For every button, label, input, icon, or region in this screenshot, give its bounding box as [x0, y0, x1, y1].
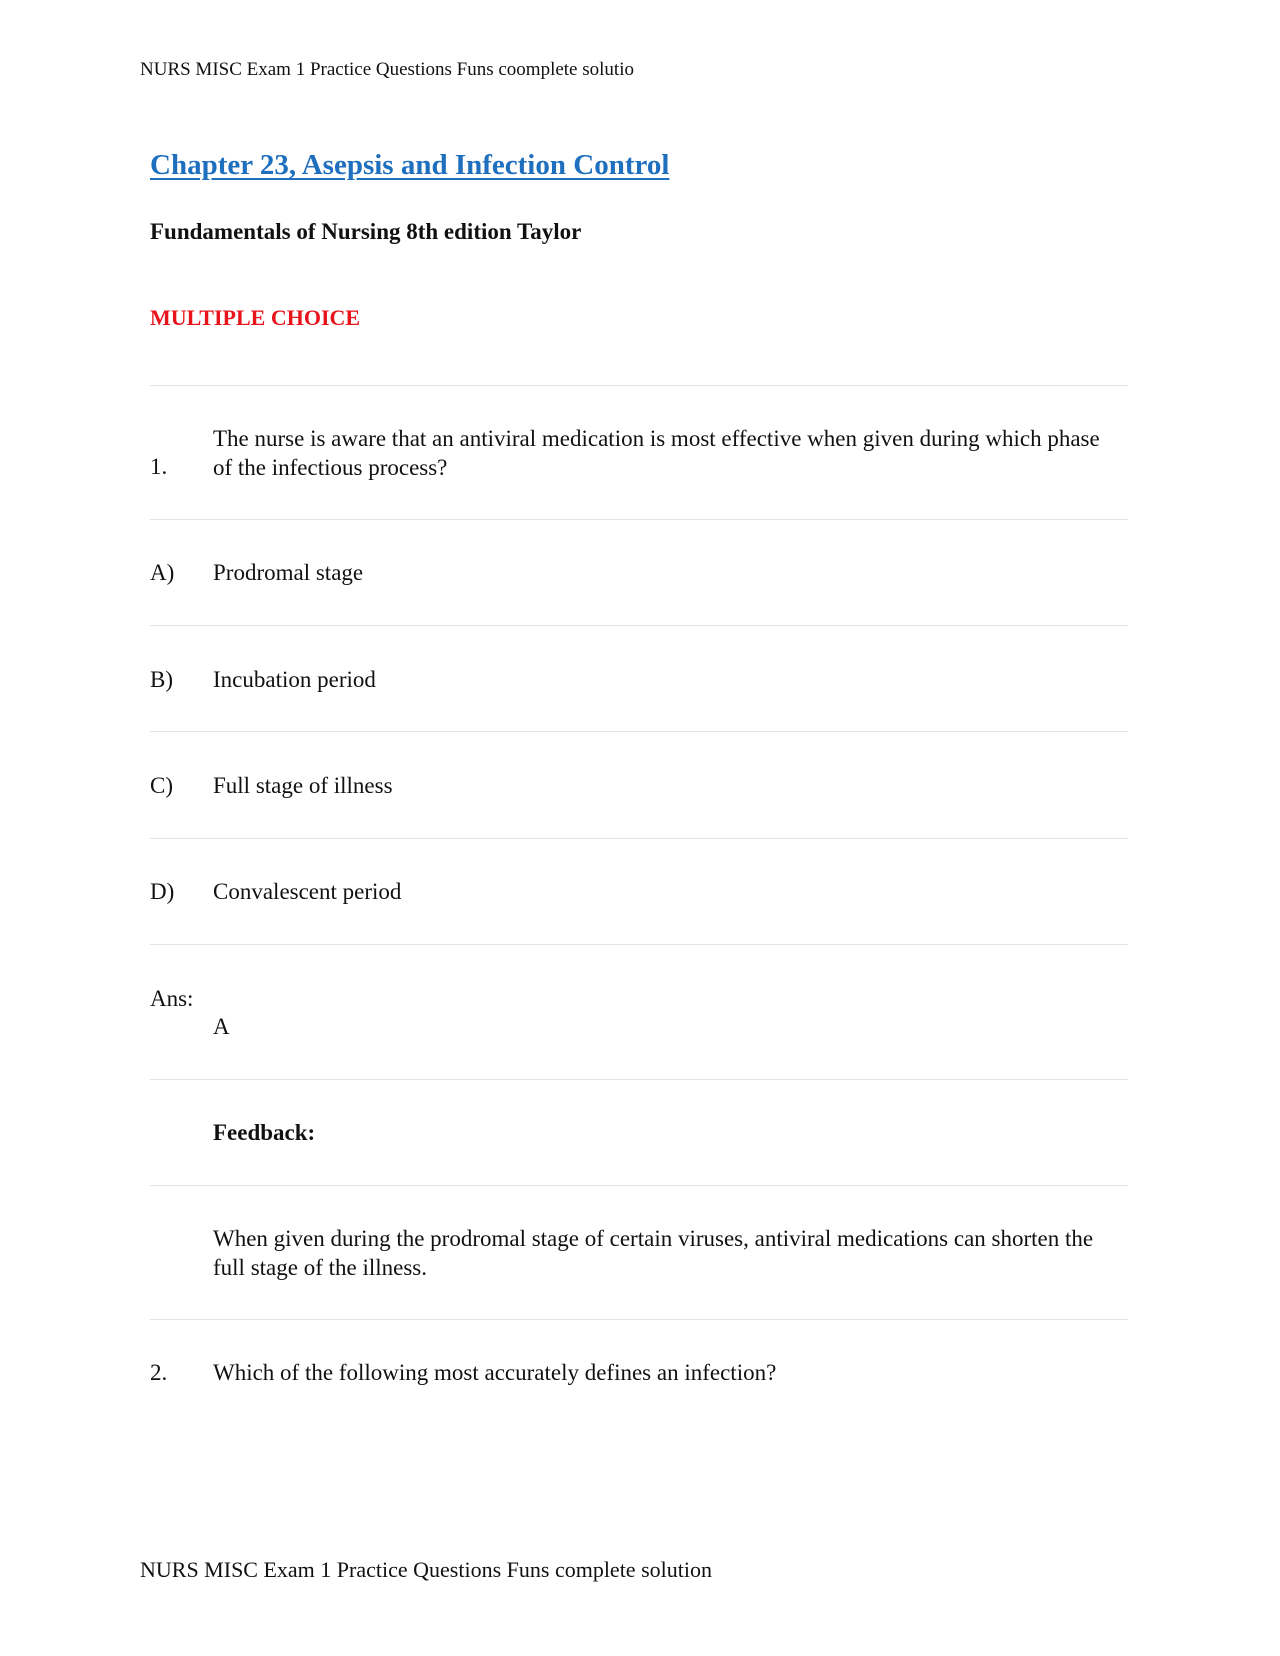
divider [150, 944, 1128, 945]
divider [150, 1319, 1128, 1320]
answer-value: A [213, 1014, 230, 1039]
option-text: Prodromal stage [213, 560, 364, 585]
option-text: Incubation period [213, 667, 376, 692]
option-label: B) [150, 667, 173, 692]
question-number: 1. [150, 454, 168, 479]
page-footer: NURS MISC Exam 1 Practice Questions Funs complete solution [140, 1557, 712, 1582]
divider [150, 1185, 1128, 1186]
answer-label: Ans: [150, 986, 194, 1011]
question-text: Which of the following most accurately defines an infection? [213, 1360, 777, 1385]
chapter-title-link[interactable]: Chapter 23, Asepsis and Infection Control [150, 149, 670, 181]
divider [150, 731, 1128, 732]
option-label: A) [150, 560, 175, 585]
book-title: Fundamentals of Nursing 8th edition Taylor [150, 219, 582, 244]
divider [150, 838, 1128, 839]
option-label: D) [150, 879, 175, 904]
page-header: NURS MISC Exam 1 Practice Questions Funs coomplete solutio [140, 59, 634, 80]
question-number: 2. [150, 1360, 168, 1385]
feedback-text: When given during the prodromal stage of certain viruses, antiviral medications can shorten the full stage of the illness. [213, 1226, 1094, 1280]
divider [150, 625, 1128, 626]
divider [150, 1079, 1128, 1080]
divider [150, 519, 1128, 520]
divider [150, 385, 1128, 386]
option-text: Full stage of illness [213, 773, 393, 798]
question-text: The nurse is aware that an antiviral medication is most effective when given during which phase of the infectious process? [213, 426, 1100, 480]
option-text: Convalescent period [213, 879, 402, 904]
option-label: C) [150, 773, 173, 798]
feedback-label: Feedback: [213, 1120, 316, 1145]
section-label-multiple-choice: MULTIPLE CHOICE [150, 305, 361, 330]
